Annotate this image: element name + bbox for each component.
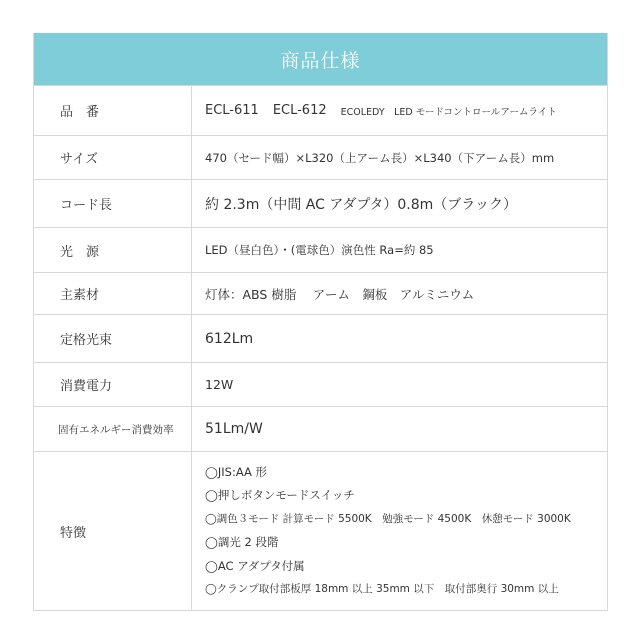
feature-item: ◯JIS:AA 形 [205,464,268,479]
feature-list [192,452,607,610]
value-size: 470（セード幅）×L320（上アーム長）×L340（下アーム長）mm [205,150,555,165]
label-features: 特徴 [34,452,192,610]
row-efficiency [34,406,607,451]
row-model [34,85,607,135]
label-size: サイズ [34,136,192,179]
row-features [34,451,607,610]
model-number-a: ECL-611 [205,103,259,118]
spec-table [33,33,608,611]
feature-item: ◯AC アダプタ付属 [205,558,305,573]
model-number-b: ECL-612 [272,103,327,118]
label-lumen: 定格光束 [34,315,192,362]
label-material: 主素材 [34,273,192,314]
value-material: 灯体：ABS 樹脂 アーム 鋼板 アルミニウム [205,286,475,302]
feature-item: ◯調色３モード 計算モード 5500K 勉強モード 4500K 休憩モード 3000K [205,512,571,525]
model-description: ECOLEDY LED モードコントロールアームライト [340,106,557,118]
value-model [192,86,607,135]
feature-item: ◯調光 2 段階 [205,535,279,549]
value-cord: 約 2.3m（中間 AC アダプタ）0.8m（ブラック） [205,196,518,213]
spec-table-title: 商品仕様 [34,33,607,85]
row-size [34,135,607,179]
label-power: 消費電力 [34,363,192,406]
row-lumen [34,314,607,362]
value-light: LED（昼白色）・(電球色）演色性 Ra=約 85 [205,243,434,257]
label-cord: コード長 [34,180,192,227]
feature-item: ◯クランプ取付部板厚 18mm 以上 35mm 以下 取付部奥行 30mm 以上 [205,583,559,595]
row-light [34,227,607,272]
label-efficiency: 固有エネルギー消費効率 [34,407,192,451]
value-efficiency: 51Lm/W [205,421,263,437]
feature-item: ◯押しボタンモードスイッチ [205,488,355,502]
value-lumen: 612Lm [205,330,254,347]
row-cord [34,179,607,227]
row-power [34,362,607,406]
value-power: 12W [205,377,234,392]
label-light: 光 源 [34,228,192,272]
row-material [34,272,607,314]
label-model: 品 番 [34,86,192,135]
